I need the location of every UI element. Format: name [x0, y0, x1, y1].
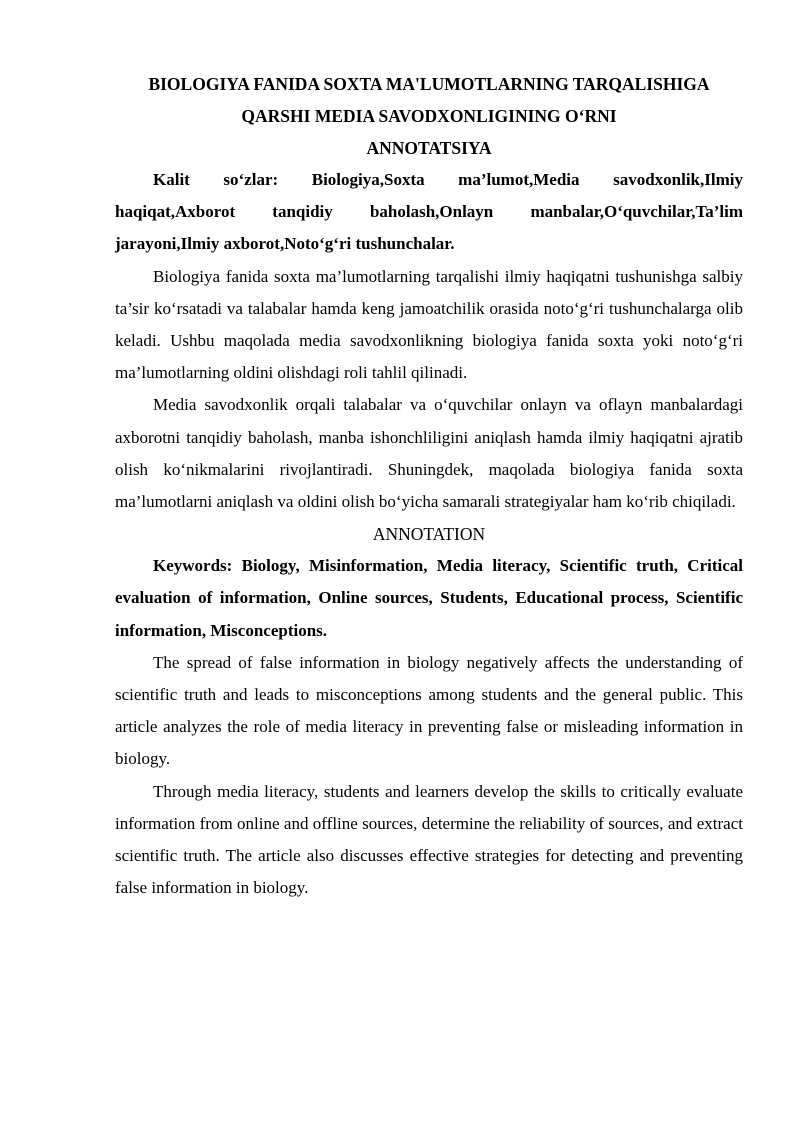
- en-annotation-heading: ANNOTATION: [372, 524, 486, 545]
- title-line-1: BIOLOGIYA FANIDA SOXTA MA'LUMOTLARNING TARQALISHIGA: [148, 74, 710, 94]
- uz-keywords: [115, 164, 743, 261]
- title-line-2: QARSHI MEDIA SAVODXONLIGINING O‘RNI: [241, 106, 617, 126]
- en-keywords: [115, 550, 743, 647]
- en-keywords-label: Keywords:: [153, 556, 233, 576]
- document-page: [115, 68, 743, 904]
- uz-abstract-paragraph-1: Biologiya fanida soxta ma’lumotlarning tarqalishi ilmiy haqiqatni tushunishga salbiy ta’sir ko‘rsatadi va talabalar hamda keng jamoatchilik orasida noto‘g‘ri tushunchalarga olib keladi. Ushbu maqolada media savodxonlikning biologiya fanida soxta yoki noto‘g‘ri ma’lumotlarning oldini olishdagi roli tahlil qilinadi.: [115, 266, 743, 383]
- en-keywords-text: Biology, Misinformation, Media literacy, Scientific truth, Critical evaluation of information, Online sources, Students, Educational process, Scientific information, Misconceptions.: [115, 556, 743, 640]
- uz-annotation-heading: ANNOTATSIYA: [366, 138, 492, 158]
- uz-abstract-paragraph-2: Media savodxonlik orqali talabalar va o‘quvchilar onlayn va oflayn manbalardagi axborotni tanqidiy baholash, manba ishonchliligini aniqlash hamda ilmiy haqiqatni ajratib olish ko‘nikmalarini rivojlantiradi. Shuningdek, maqolada biologiya fanida soxta ma’lumotlarni aniqlash va oldini olish bo‘yicha samarali strategiyalar ham ko‘rib chiqiladi.: [115, 395, 743, 512]
- uz-keywords-text: Biologiya,Soxta ma’lumot,Media savodxonlik,Ilmiy haqiqat,Axborot tanqidiy baholash,Onlayn manbalar,O‘quvchilar,Ta’lim jarayoni,Ilmiy axborot,Noto‘g‘ri tushunchalar.: [115, 170, 743, 254]
- document-title: [115, 68, 743, 132]
- en-abstract-paragraph-2: Through media literacy, students and learners develop the skills to critically evaluate information from online and offline sources, determine the reliability of sources, and extract scientific truth. The article also discusses effective strategies for detecting and preventing false information in biology.: [115, 781, 743, 898]
- uz-keywords-label: Kalit so‘zlar:: [153, 170, 279, 189]
- en-abstract-paragraph-1: The spread of false information in biology negatively affects the understanding of scientific truth and leads to misconceptions among students and the general public. This article analyzes the role of media literacy in preventing false or misleading information in biology.: [115, 652, 743, 769]
